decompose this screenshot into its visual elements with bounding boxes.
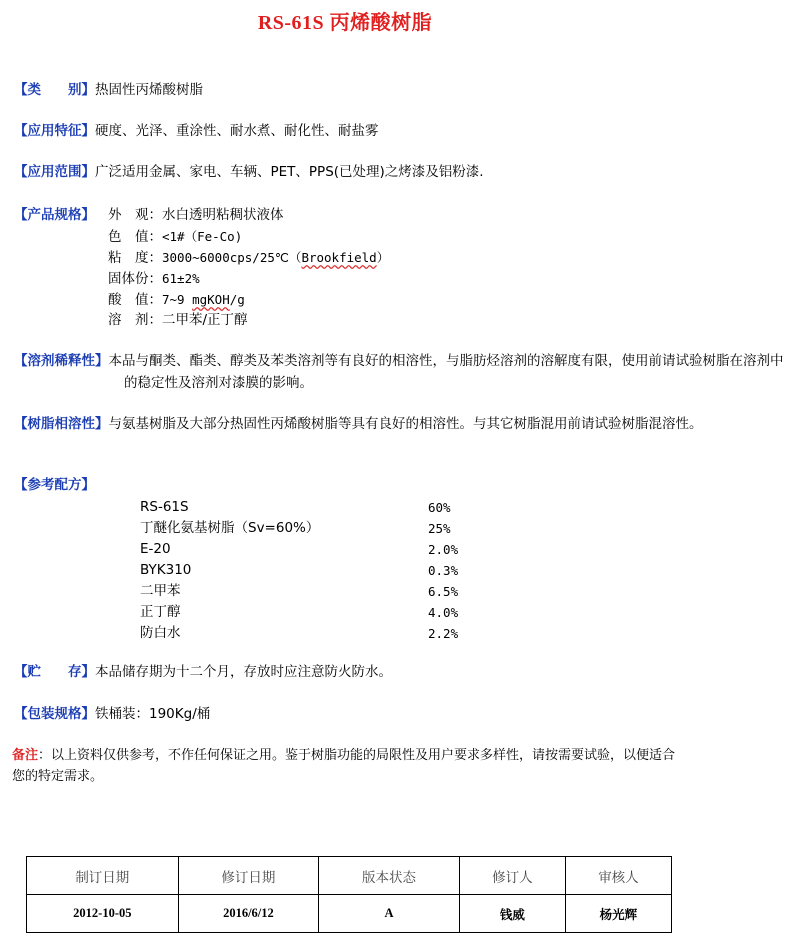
- formula-item-value: 25%: [428, 521, 451, 536]
- revision-value-row: [27, 895, 672, 933]
- spec-item-extra: mgKOH: [192, 292, 230, 307]
- spec-row: [14, 205, 95, 226]
- storage-row: [14, 662, 392, 683]
- formula-item-name: 正丁醇: [140, 604, 181, 620]
- revision-value-cell: 钱威: [459, 895, 565, 933]
- scope-row: [14, 162, 484, 183]
- formula-item-value: 6.5%: [428, 584, 459, 599]
- formula-item-name: E-20: [140, 541, 171, 557]
- note-label: 备注: [12, 748, 39, 763]
- spec-item: [108, 226, 242, 248]
- document-title: RS-61S 丙烯酸树脂: [257, 12, 433, 34]
- spec-item-value: 61±2%: [162, 271, 200, 286]
- category-value: 热固性丙烯酸树脂: [95, 82, 203, 98]
- revision-header-cell: 制订日期: [27, 857, 179, 895]
- note-paragraph: [12, 745, 676, 787]
- compat-paragraph: [14, 413, 786, 435]
- revision-value-cell: 杨光辉: [565, 895, 671, 933]
- formula-item-name: 二甲苯: [140, 583, 181, 599]
- dilution-value: 本品与酮类、酯类、醇类及苯类溶剂等有良好的相溶性，与脂肪烃溶剂的溶解度有限，使用前请试验树脂在溶剂中的稳定性及溶剂对漆膜的影响。: [108, 353, 784, 391]
- spec-item: [108, 205, 284, 226]
- note-value: ：以上资料仅供参考，不作任何保证之用。鉴于树脂功能的局限性及用户要求多样性，请按需要试验，以便适合您的特定需求。: [12, 748, 676, 784]
- revision-header-cell: 修订日期: [178, 857, 319, 895]
- compat-label: 【树脂相溶性】: [14, 416, 109, 432]
- formula-item-name: 防白水: [140, 625, 181, 641]
- spec-item-value: 3000~6000cps/25℃（: [162, 250, 302, 265]
- category-row: [14, 80, 203, 101]
- revision-table: [26, 856, 672, 933]
- formula-label: 【参考配方】: [14, 477, 95, 493]
- storage-value: 本品储存期为十二个月，存放时应注意防火防水。: [95, 664, 392, 680]
- spec-label: 【产品规格】: [14, 207, 95, 223]
- spec-item-value: 二甲苯/正丁醇: [162, 312, 248, 328]
- spec-item-name: 溶 剂：: [108, 312, 162, 328]
- formula-item-value: 4.0%: [428, 605, 459, 620]
- scope-value: 广泛适用金属、家电、车辆、PET、PPS(已处理)之烤漆及铝粉漆.: [95, 164, 484, 180]
- packing-label: 【包装规格】: [14, 706, 95, 722]
- revision-header-cell: 审核人: [565, 857, 671, 895]
- spec-item-tail: ）: [376, 250, 390, 265]
- features-value: 硬度、光泽、重涂性、耐水煮、耐化性、耐盐雾: [95, 123, 379, 139]
- formula-item-value: 2.0%: [428, 542, 459, 557]
- spec-item: [108, 289, 245, 311]
- revision-value-cell: 2012-10-05: [27, 895, 179, 933]
- spec-item-name: 酸 值：: [108, 292, 162, 308]
- spec-item-name: 外 观：: [108, 207, 162, 223]
- dilution-paragraph: [14, 350, 786, 394]
- spec-item-name: 固体份：: [108, 271, 162, 287]
- spec-item-extra: Brookfield: [301, 250, 377, 265]
- revision-value-cell: A: [319, 895, 460, 933]
- spec-item-tail: /g: [229, 292, 245, 307]
- formula-item-name: 丁醚化氨基树脂（Sv=60%）: [140, 520, 320, 536]
- spec-item-value: 水白透明粘稠状液体: [162, 207, 284, 223]
- scope-label: 【应用范围】: [14, 164, 95, 180]
- spec-item: [108, 268, 200, 290]
- packing-row: [14, 704, 210, 725]
- revision-header-row: [27, 857, 672, 895]
- revision-header-cell: 版本状态: [319, 857, 460, 895]
- spec-item-value: 7~9: [162, 292, 193, 307]
- storage-label: 【贮 存】: [14, 664, 95, 680]
- spec-item-name: 色 值：: [108, 229, 162, 245]
- revision-header-cell: 修订人: [459, 857, 565, 895]
- category-label: 【类 别】: [14, 82, 95, 98]
- dilution-label: 【溶剂稀释性】: [14, 353, 109, 369]
- formula-row: [14, 475, 95, 496]
- spec-item: [108, 310, 248, 331]
- packing-value: 铁桶装：190Kg/桶: [95, 706, 211, 722]
- features-label: 【应用特征】: [14, 123, 95, 139]
- formula-item-value: 2.2%: [428, 626, 459, 641]
- spec-item-value: <1#（Fe-Co): [162, 229, 243, 244]
- formula-item-value: 60%: [428, 500, 451, 515]
- spec-item-name: 粘 度：: [108, 250, 162, 266]
- compat-value: 与氨基树脂及大部分热固性丙烯酸树脂等具有良好的相溶性。与其它树脂混用前请试验树脂混溶性。: [108, 416, 703, 432]
- spec-item: [108, 247, 389, 269]
- features-row: [14, 121, 379, 142]
- formula-item-name: BYK310: [140, 562, 192, 578]
- formula-item-name: RS-61S: [140, 499, 189, 515]
- formula-item-value: 0.3%: [428, 563, 459, 578]
- revision-value-cell: 2016/6/12: [178, 895, 319, 933]
